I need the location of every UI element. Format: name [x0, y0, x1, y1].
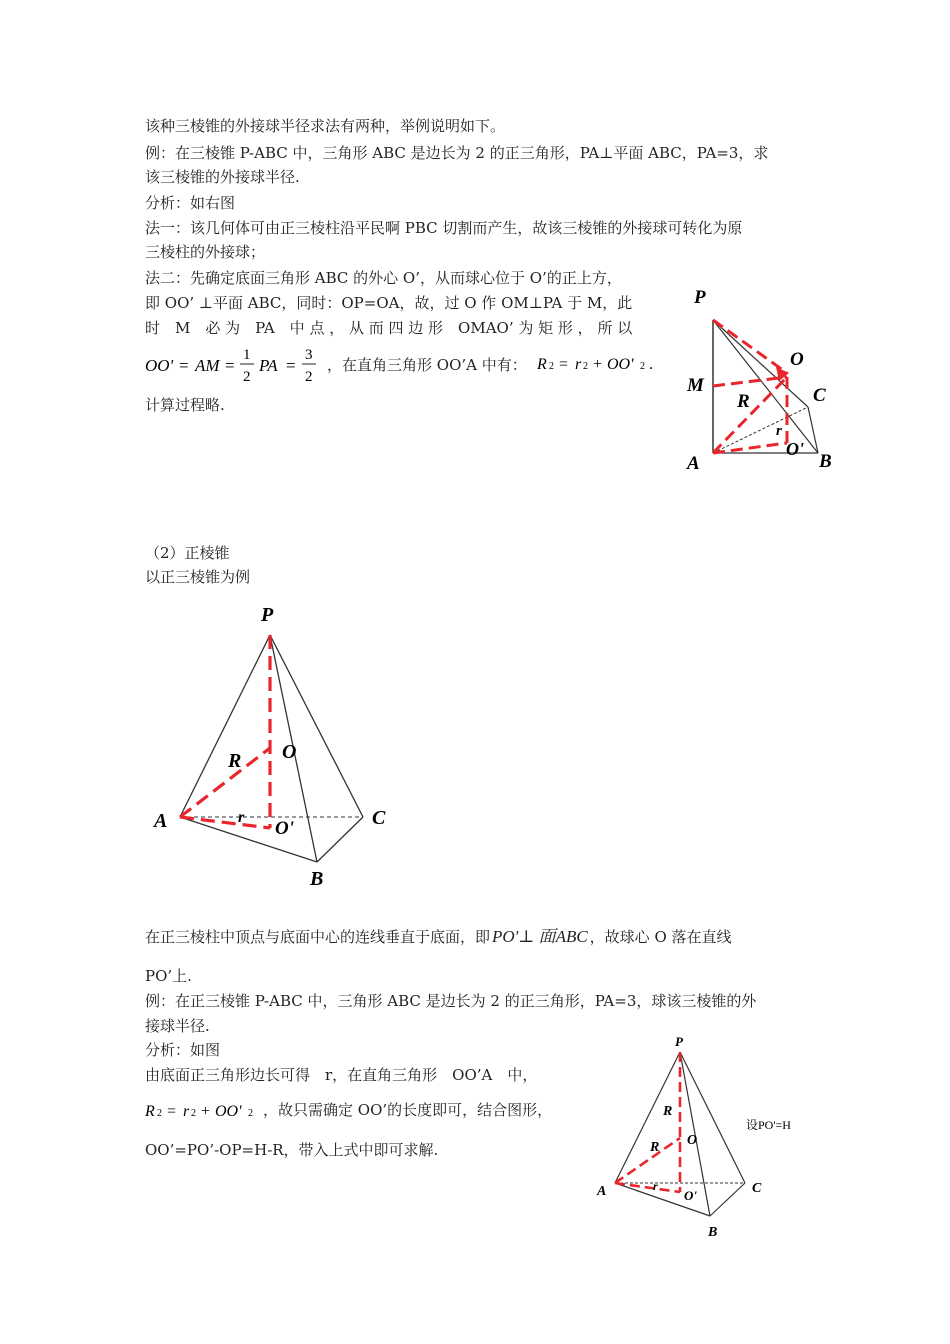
label-A: A: [154, 810, 168, 832]
label-O-prime: O': [786, 439, 804, 459]
text-line: PO’上.: [145, 967, 192, 985]
label-r: r: [653, 1179, 658, 1193]
svg-text:2: 2: [583, 361, 588, 372]
label-r: r: [776, 423, 782, 439]
label-C: C: [813, 385, 826, 406]
text-line: 该种三棱锥的外接球半径求法有两种，举例说明如下。: [145, 117, 506, 135]
text-line: 法一：该几何体可由正三棱柱沿平民啊 PBC 切割而产生，故该三棱锥的外接球可转化为原: [145, 219, 743, 237]
svg-text:OO': OO': [145, 356, 174, 375]
text-line: 即 OO’ ⊥平面 ABC，同时：OP=OA，故，过 O 作 OM⊥PA 于 M，此: [145, 294, 633, 312]
svg-text:r: r: [183, 1103, 190, 1120]
label-O-prime: O': [684, 1188, 697, 1203]
svg-text:2: 2: [157, 1108, 162, 1119]
svg-text:R: R: [537, 356, 547, 373]
svg-text:+: +: [201, 1103, 211, 1120]
text-line: 分析：如右图: [145, 194, 236, 212]
label-P: P: [675, 1034, 683, 1049]
label-R: R: [228, 750, 242, 772]
label-B: B: [819, 451, 832, 472]
label-r: r: [238, 809, 245, 826]
svg-text:OO': OO': [215, 1103, 242, 1120]
red-construction: [180, 635, 270, 828]
svg-text:2: 2: [305, 369, 313, 385]
label-O: O: [282, 741, 297, 763]
edge-PB: [713, 320, 818, 453]
svg-text:2: 2: [248, 1108, 253, 1119]
svg-text:R: R: [145, 1103, 155, 1120]
text-line: 三棱柱的外接球；: [145, 243, 266, 261]
svg-text:r: r: [575, 356, 582, 373]
svg-text:.: .: [649, 356, 653, 373]
label-C: C: [752, 1181, 762, 1196]
label-R-lower: R: [650, 1140, 660, 1155]
label-O: O: [790, 349, 804, 370]
svg-text:2: 2: [243, 369, 251, 385]
formula-r2-second: [145, 1098, 275, 1124]
svg-text:=: =: [179, 356, 189, 375]
text-line: 例：在三棱锥 P-ABC 中，三角形 ABC 是边长为 2 的正三角形，PA⊥平面 ABC，PA=3，求: [145, 144, 769, 162]
edge-PC: [270, 635, 363, 817]
note-H: 设PO'=H: [746, 1118, 791, 1132]
svg-text:AM: AM: [195, 356, 220, 375]
label-O-prime: O': [275, 818, 294, 839]
edge-AB: [180, 817, 317, 862]
label-C: C: [372, 807, 386, 829]
edge-PC: [680, 1052, 745, 1183]
figure-regular-pyramid-large: [145, 600, 405, 895]
figure-regular-pyramid-small: [590, 1030, 810, 1245]
svg-text:2: 2: [191, 1108, 196, 1119]
svg-text:PA: PA: [259, 356, 278, 375]
section-heading: （2）正棱锥: [145, 544, 230, 562]
svg-text:OO': OO': [607, 356, 634, 373]
svg-text:3: 3: [305, 347, 313, 363]
svg-text:=: =: [225, 356, 235, 375]
svg-text:2: 2: [549, 361, 554, 372]
text-line: OO’=PO’-OP=H-R，带入上式中即可求解.: [145, 1141, 439, 1159]
svg-text:1: 1: [243, 347, 251, 363]
label-M: M: [687, 375, 704, 396]
text-fragment: 在正三棱柱中顶点与底面中心的连线垂直于底面，即: [145, 928, 491, 946]
red-construction: [615, 1052, 680, 1192]
label-O: O: [687, 1133, 698, 1148]
formula-text: ，故只需确定 OO’的长度即可，结合图形，: [263, 1101, 553, 1119]
text-line: [145, 927, 732, 947]
edge-PA: [180, 635, 270, 817]
section-subheading: 以正三棱锥为例: [145, 568, 251, 586]
formula-r2: [537, 349, 667, 379]
text-line: 接球半径.: [145, 1017, 210, 1035]
svg-text:=: =: [286, 356, 296, 375]
text-line: 法二：先确定底面三角形 ABC 的外心 O’，从而球心位于 O’的正上方，: [145, 269, 622, 287]
label-A: A: [597, 1184, 607, 1199]
formula-po-perp: PO'⊥ 面ABC: [492, 927, 588, 946]
text-line: 分析：如图: [145, 1041, 221, 1059]
text-line: 计算过程略.: [145, 396, 225, 414]
text-line: 例：在正三棱锥 P-ABC 中，三角形 ABC 是边长为 2 的正三角形，PA=3，球该三棱锥的外: [145, 992, 757, 1010]
figure-tetrahedron-1: [680, 285, 840, 480]
svg-text:=: =: [167, 1103, 177, 1120]
label-B: B: [708, 1225, 718, 1240]
formula-text: ，在直角三角形 OO’A 中有：: [327, 356, 527, 374]
label-R: R: [737, 391, 750, 412]
label-P: P: [694, 287, 706, 308]
text-line: 时 M 必 为 PA 中 点 ， 从 而 四 边 形 OMAO’ 为 矩 形 ， 所 以: [145, 319, 633, 337]
label-R-upper: R: [663, 1104, 673, 1119]
text-line: 由底面正三角形边长可得 r，在直角三角形 OO’A 中，: [145, 1066, 538, 1084]
edge-BC: [317, 817, 363, 862]
text-fragment: ，故球心 O 落在直线: [589, 928, 732, 946]
svg-text:=: =: [559, 356, 569, 373]
svg-text:2: 2: [640, 361, 645, 372]
formula-oo-am: [145, 343, 345, 387]
label-A: A: [687, 453, 700, 474]
label-B: B: [310, 868, 324, 890]
text-line: 该三棱锥的外接球半径.: [145, 168, 300, 186]
svg-text:+: +: [593, 356, 603, 373]
edge-BC: [710, 1183, 745, 1216]
label-P: P: [261, 604, 274, 626]
